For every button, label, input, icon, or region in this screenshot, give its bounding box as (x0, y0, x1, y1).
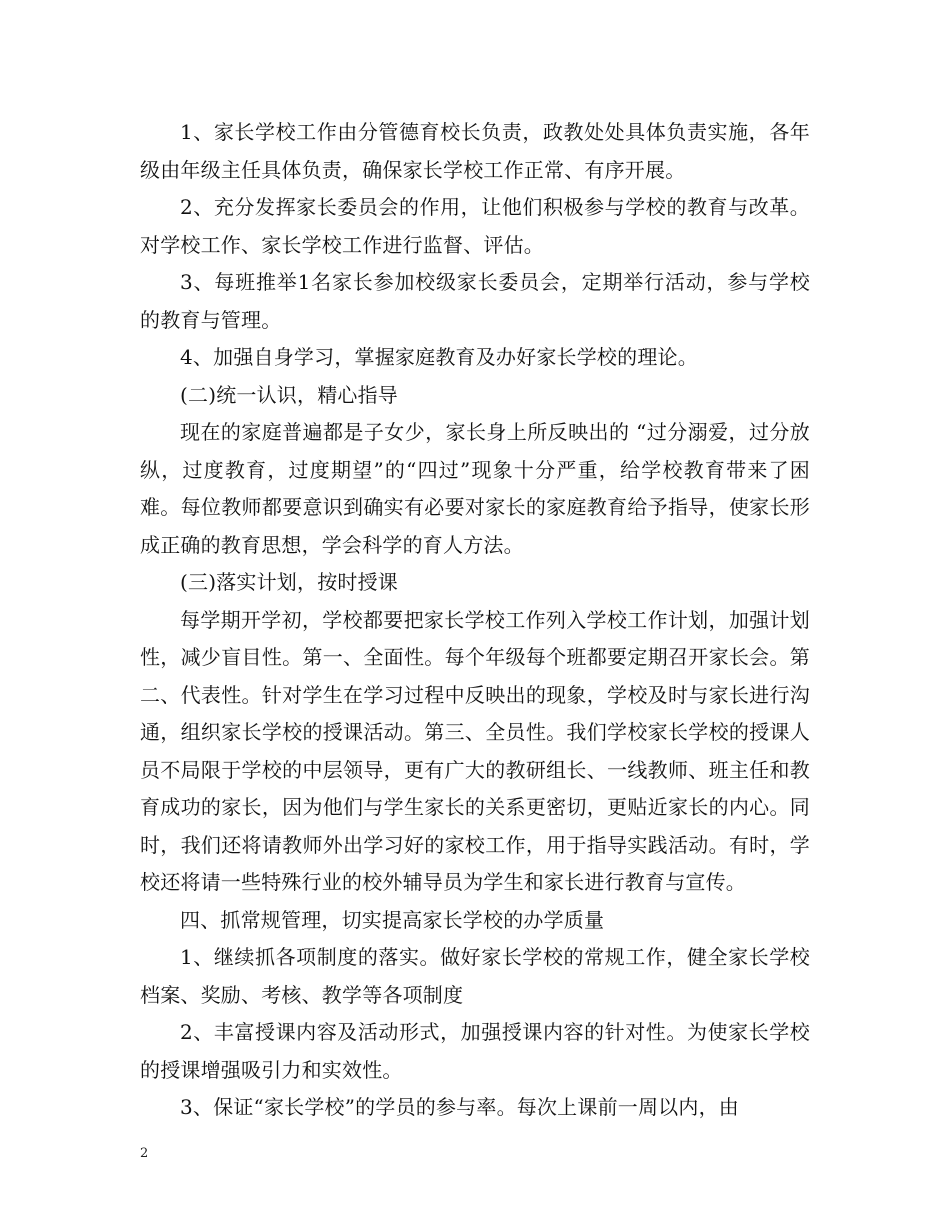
body-text (140, 114, 810, 1127)
paragraph-4: 4、加强自身学习，掌握家庭教育及办好家长学校的理论。 (180, 345, 698, 369)
paragraph-1: 1、家长学校工作由分管德育校长负责，政教处处具体负责实施，各年级由年级主任具体负责，确保家长学校工作正常、有序开展。 (140, 120, 810, 182)
paragraph-9: 3、保证“家长学校”的学员的参与率。每次上课前一周以内，由 (180, 1095, 739, 1119)
paragraph-6: 每学期开学初，学校都要把家长学校工作列入学校工作计划，加强计划性，减少盲目性。第一、全面性。每个年级每个班都要定期召开家长会。第二、代表性。针对学生在学习过程中反映出的现象，学校及时与家长进行沟通，组织家长学校的授课活动。第三、全员性。我们学校家长学校的授课人员不局限于学校的中层领导，更有广大的教研组长、一线教师、班主任和教育成功的家长，因为他们与学生家长的关系更密切，更贴近家长的内心。同时，我们还将请教师外出学习好的家校工作，用于指导实践活动。有时，学校还将请一些特殊行业的校外辅导员为学生和家长进行教育与宣传。 (140, 607, 810, 894)
page-number: 2 (140, 1146, 149, 1161)
paragraph-8: 2、丰富授课内容及活动形式，加强授课内容的针对性。为使家长学校的授课增强吸引力和实效性。 (140, 1020, 810, 1082)
section-heading-2: (二)统一认识，精心指导 (180, 382, 399, 407)
paragraph-5: 现在的家庭普遍都是子女少，家长身上所反映出的 “过分溺爱，过分放纵，过度教育，过度期望”的“四过”现象十分严重，给学校教育带来了困难。每位教师都要意识到确实有必要对家长的家庭教育给予指导，使家长形成正确的教育思想，学会科学的育人方法。 (140, 420, 810, 557)
section-heading-4: 四、抓常规管理，切实提高家长学校的办学质量 (180, 907, 605, 932)
section-heading-3: (三)落实计划，按时授课 (180, 570, 399, 594)
paragraph-2: 2、充分发挥家长委员会的作用，让他们积极参与学校的教育与改革。对学校工作、家长学校工作进行监督、评估。 (140, 195, 810, 257)
paragraph-7: 1、继续抓各项制度的落实。做好家长学校的常规工作，健全家长学校档案、奖励、考核、教学等各项制度 (140, 945, 810, 1007)
paragraph-3: 3、每班推举1名家长参加校级家长委员会，定期举行活动，参与学校的教育与管理。 (140, 270, 810, 332)
